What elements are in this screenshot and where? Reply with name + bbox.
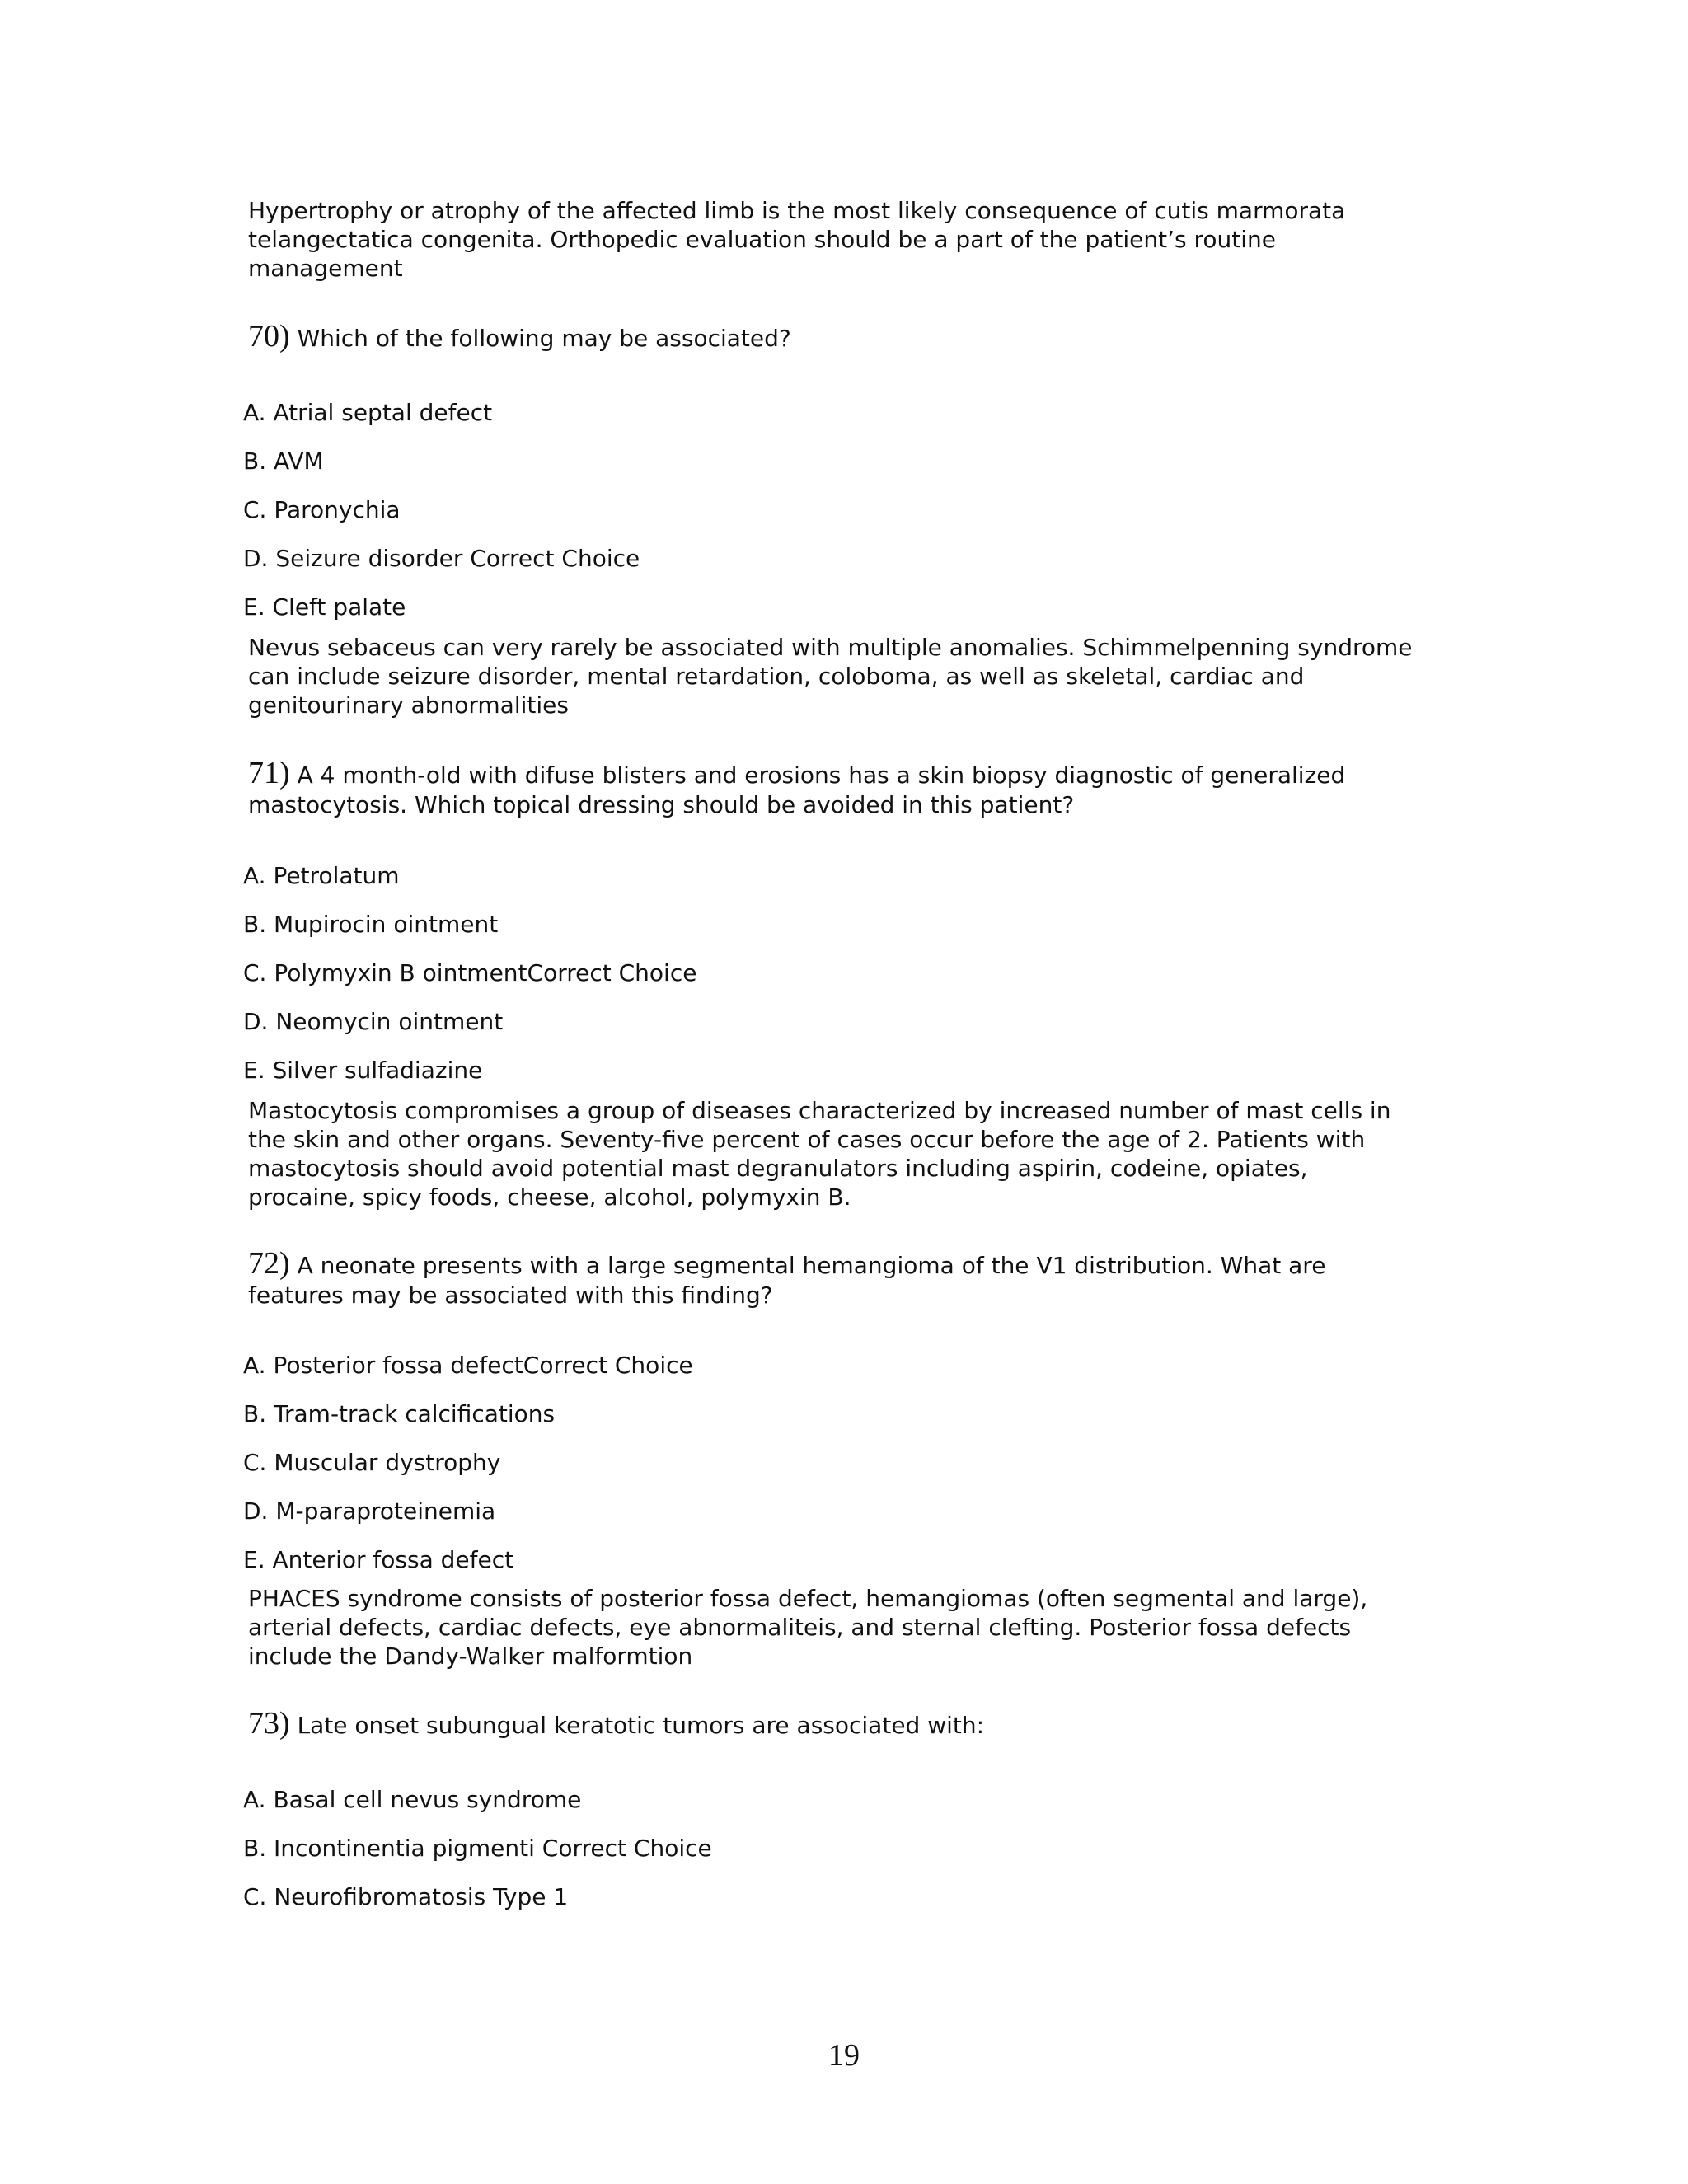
option-b: B. Incontinentia pigmenti Correct Choice	[243, 1835, 712, 1862]
explanation-line: telangectatica congenita. Orthopedic evaluation should be a part of the patient’s routine	[248, 226, 1277, 253]
question-text: A 4 month-old with difuse blisters and erosions has a skin biopsy diagnostic of generalized	[297, 762, 1346, 789]
explanation-71	[248, 1096, 1451, 1212]
question-number: 73)	[248, 1706, 290, 1741]
question-70	[248, 321, 791, 354]
question-text: mastocytosis. Which topical dressing should be avoided in this patient?	[248, 791, 1075, 818]
explanation-line: the skin and other organs. Seventy-five percent of cases occur before the age of 2. Patients with	[248, 1126, 1366, 1153]
option-b: B. Tram-track calcifications	[243, 1400, 556, 1427]
question-text: features may be associated with this finding?	[248, 1282, 773, 1309]
explanation-line: include the Dandy-Walker malformtion	[248, 1643, 693, 1670]
option-a: A. Atrial septal defect	[243, 399, 493, 426]
explanation-line: mastocytosis should avoid potential mast degranulators including aspirin, codeine, opiates,	[248, 1155, 1308, 1182]
explanation-70	[248, 633, 1451, 719]
option-b: B. AVM	[243, 448, 324, 475]
option-e: E. Silver sulfadiazine	[243, 1057, 483, 1084]
option-a: A. Posterior fossa defectCorrect Choice	[243, 1352, 693, 1379]
option-e: E. Cleft palate	[243, 593, 406, 621]
page-number: 19	[828, 2038, 860, 2073]
explanation-line: PHACES syndrome consists of posterior fossa defect, hemangiomas (often segmental and large),	[248, 1585, 1368, 1612]
explanation-line: Hypertrophy or atrophy of the affected limb is the most likely consequence of cutis marmorata	[248, 197, 1346, 224]
question-text: A neonate presents with a large segmental hemangioma of the V1 distribution. What are	[297, 1252, 1326, 1279]
explanation-line: Mastocytosis compromises a group of diseases characterized by increased number of mast cells in	[248, 1097, 1391, 1124]
explanation-line: procaine, spicy foods, cheese, alcohol, polymyxin B.	[248, 1183, 851, 1211]
option-d: D. Seizure disorder Correct Choice	[243, 545, 640, 572]
option-d: D. M-paraproteinemia	[243, 1497, 496, 1525]
explanation-72	[248, 1584, 1451, 1671]
question-number: 72)	[248, 1246, 290, 1281]
explanation-line: Nevus sebaceus can very rarely be associated with multiple anomalies. Schimmelpenning syndrome	[248, 634, 1413, 661]
option-c: C. Neurofibromatosis Type 1	[243, 1883, 569, 1910]
option-b: B. Mupirocin ointment	[243, 911, 499, 938]
option-d: D. Neomycin ointment	[243, 1008, 504, 1035]
question-72	[248, 1246, 1326, 1310]
question-number: 71)	[248, 756, 290, 790]
option-e: E. Anterior fossa defect	[243, 1546, 514, 1573]
intro-explanation	[248, 196, 1451, 283]
question-text: Late onset subungual keratotic tumors are associated with:	[297, 1712, 985, 1739]
option-a: A. Basal cell nevus syndrome	[243, 1786, 582, 1813]
option-c: C. Polymyxin B ointmentCorrect Choice	[243, 959, 697, 987]
option-a: A. Petrolatum	[243, 862, 400, 889]
explanation-line: management	[248, 255, 403, 282]
option-c: C. Paronychia	[243, 496, 401, 523]
question-number: 70)	[248, 319, 290, 354]
question-71	[248, 758, 1345, 820]
option-c: C. Muscular dystrophy	[243, 1449, 501, 1476]
explanation-line: arterial defects, cardiac defects, eye abnormaliteis, and sternal clefting. Posterior fossa defects	[248, 1614, 1352, 1641]
explanation-line: genitourinary abnormalities	[248, 691, 569, 719]
explanation-line: can include seizure disorder, mental retardation, coloboma, as well as skeletal, cardiac and	[248, 663, 1305, 690]
question-text: Which of the following may be associated?	[297, 325, 791, 352]
question-73	[248, 1708, 984, 1741]
